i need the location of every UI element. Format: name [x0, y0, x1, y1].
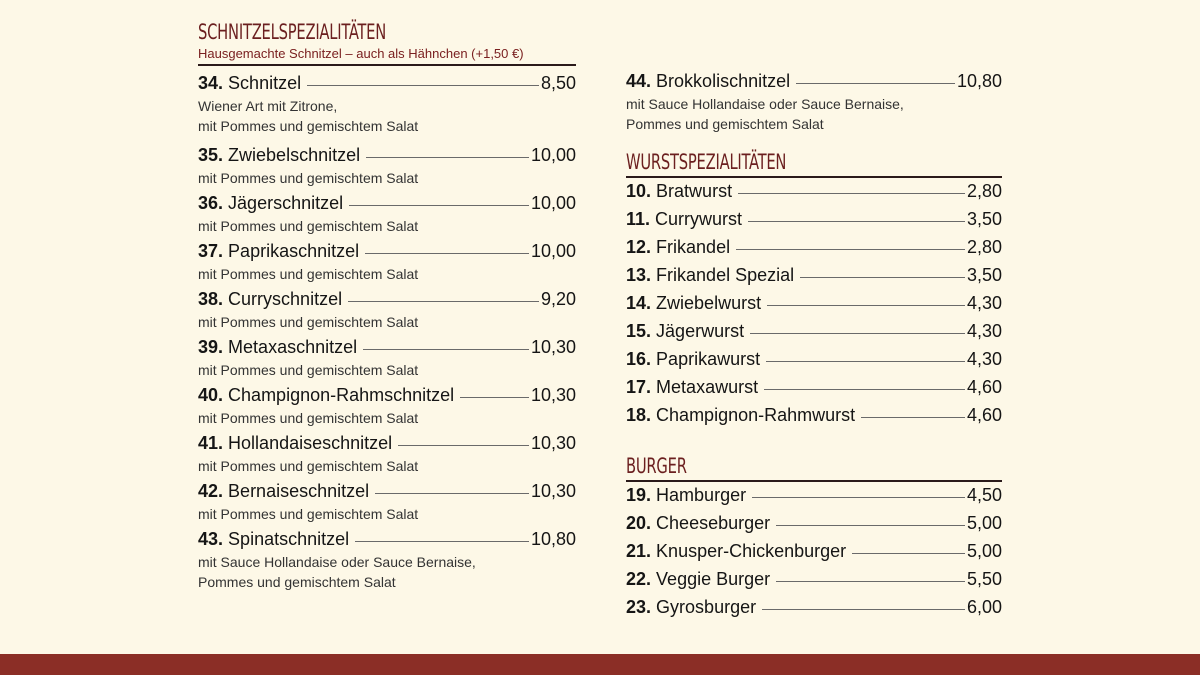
dotted-leader — [776, 525, 965, 526]
menu-item-description: Wiener Art mit Zitrone, — [198, 98, 338, 114]
menu-item — [198, 192, 576, 236]
menu-item-row — [626, 484, 1002, 512]
dotted-leader — [861, 417, 965, 418]
dotted-leader — [750, 333, 965, 334]
menu-item-price: 4,30 — [966, 321, 1002, 341]
menu-item-name — [198, 528, 349, 550]
dotted-leader — [766, 361, 965, 362]
menu-item-row — [626, 70, 1002, 94]
menu-item — [626, 484, 1002, 512]
dotted-leader — [307, 85, 539, 86]
menu-item-number: 19. — [626, 485, 652, 505]
menu-item-price: 10,80 — [956, 71, 1002, 91]
section-divider — [626, 480, 1002, 482]
menu-item-row — [626, 596, 1002, 624]
menu-item — [198, 288, 576, 332]
menu-item-name — [626, 376, 758, 398]
menu-item-name — [626, 180, 732, 202]
menu-item-price: 4,60 — [966, 377, 1002, 397]
menu-item-price: 5,00 — [966, 541, 1002, 561]
menu-item-description: Pommes und gemischtem Salat — [626, 116, 824, 132]
menu-item — [626, 540, 1002, 568]
menu-item-name — [626, 348, 760, 370]
menu-item — [626, 320, 1002, 348]
dotted-leader — [776, 581, 965, 582]
menu-item-title: Veggie Burger — [656, 569, 771, 589]
menu-item-price: 3,50 — [966, 265, 1002, 285]
menu-item-number: 11. — [626, 209, 651, 229]
menu-item — [198, 144, 576, 188]
dotted-leader — [736, 249, 965, 250]
menu-item-row — [626, 264, 1002, 292]
menu-item-row — [198, 528, 576, 552]
menu-item — [626, 208, 1002, 236]
menu-item-description: mit Sauce Hollandaise oder Sauce Bernaise, — [198, 554, 476, 570]
dotted-leader — [764, 389, 965, 390]
menu-item-row — [626, 512, 1002, 540]
menu-item-title: Paprikaschnitzel — [228, 241, 360, 261]
menu-item-name — [198, 240, 359, 262]
burger-section — [626, 454, 1002, 624]
menu-item-row — [198, 72, 576, 96]
menu-item-name — [198, 432, 392, 454]
menu-item-price: 5,00 — [966, 513, 1002, 533]
menu-item-price: 10,30 — [530, 481, 576, 501]
menu-item-title: Jägerwurst — [656, 321, 745, 341]
menu-item — [626, 236, 1002, 264]
menu-item — [626, 404, 1002, 432]
menu-item-row — [198, 336, 576, 360]
menu-item-price: 9,20 — [540, 289, 576, 309]
dotted-leader — [363, 349, 529, 350]
dotted-leader — [355, 541, 529, 542]
menu-item-number: 35. — [198, 145, 224, 165]
menu-item-name — [626, 320, 744, 342]
dotted-leader — [398, 445, 529, 446]
menu-item-name — [626, 236, 730, 258]
menu-item-name — [198, 336, 357, 358]
menu-item-name — [626, 596, 756, 618]
menu-item — [626, 376, 1002, 404]
dotted-leader — [752, 497, 965, 498]
menu-item-name — [626, 404, 855, 426]
menu-item-number: 41. — [198, 433, 224, 453]
menu-item-description: mit Pommes und gemischtem Salat — [198, 170, 419, 186]
menu-item-row — [198, 480, 576, 504]
menu-item-title: Frikandel — [656, 237, 731, 257]
menu-item-row — [626, 292, 1002, 320]
menu-item-name — [198, 480, 369, 502]
menu-item-number: 34. — [198, 73, 224, 93]
menu-item — [198, 384, 576, 428]
menu-item-name — [626, 264, 794, 286]
menu-item-number: 40. — [198, 385, 224, 405]
menu-item — [626, 180, 1002, 208]
menu-item-number: 23. — [626, 597, 652, 617]
menu-item-price: 4,30 — [966, 293, 1002, 313]
menu-item-row — [198, 192, 576, 216]
menu-item-title: Hamburger — [656, 485, 747, 505]
menu-item-price: 8,50 — [540, 73, 576, 93]
menu-item-row — [626, 348, 1002, 376]
menu-item-number: 18. — [626, 405, 652, 425]
menu-item-title: Gyrosburger — [656, 597, 757, 617]
menu-item-number: 15. — [626, 321, 652, 341]
menu-item-number: 17. — [626, 377, 652, 397]
menu-item-title: Zwiebelschnitzel — [228, 145, 361, 165]
dotted-leader — [460, 397, 529, 398]
menu-item-price: 10,00 — [530, 145, 576, 165]
menu-item-row — [626, 320, 1002, 348]
menu-item-description: mit Pommes und gemischtem Salat — [198, 118, 419, 134]
menu-item-title: Bratwurst — [656, 181, 733, 201]
menu-item-title: Zwiebelwurst — [656, 293, 762, 313]
menu-item-row — [626, 208, 1002, 236]
menu-item-row — [626, 568, 1002, 596]
menu-item-price: 4,50 — [966, 485, 1002, 505]
menu-item-price: 2,80 — [966, 181, 1002, 201]
dotted-leader — [852, 553, 965, 554]
menu-item-title: Metaxaschnitzel — [228, 337, 358, 357]
menu-item-title: Frikandel Spezial — [656, 265, 795, 285]
dotted-leader — [738, 193, 965, 194]
menu-item — [626, 512, 1002, 540]
menu-item-number: 14. — [626, 293, 652, 313]
menu-item-name — [626, 70, 790, 92]
menu-item-title: Champignon-Rahmschnitzel — [228, 385, 455, 405]
menu-item-name — [626, 540, 846, 562]
menu-item-number: 36. — [198, 193, 224, 213]
menu-item-number: 39. — [198, 337, 224, 357]
menu-item-description: mit Pommes und gemischtem Salat — [198, 458, 419, 474]
menu-item — [626, 596, 1002, 624]
menu-item-row — [626, 236, 1002, 264]
menu-item-number: 12. — [626, 237, 652, 257]
dotted-leader — [762, 609, 965, 610]
dotted-leader — [349, 205, 529, 206]
section-divider — [626, 176, 1002, 178]
menu-item-description: mit Pommes und gemischtem Salat — [198, 218, 419, 234]
menu-item-number: 42. — [198, 481, 224, 501]
menu-item-title: Paprikawurst — [656, 349, 761, 369]
menu-item-price: 3,50 — [966, 209, 1002, 229]
right-column — [626, 70, 1002, 624]
menu-item — [198, 480, 576, 524]
menu-item-name — [198, 384, 454, 406]
menu-item-name — [198, 72, 301, 94]
menu-item-description: mit Pommes und gemischtem Salat — [198, 410, 419, 426]
menu-item-title: Schnitzel — [228, 73, 302, 93]
menu-item-title: Curryschnitzel — [228, 289, 343, 309]
brokkoli-item-holder — [626, 70, 1002, 134]
footer-bar — [0, 654, 1200, 675]
menu-item-title: Jägerschnitzel — [228, 193, 344, 213]
menu-item — [626, 568, 1002, 596]
menu-item-price: 10,30 — [530, 433, 576, 453]
menu-item — [626, 348, 1002, 376]
menu-item-row — [198, 288, 576, 312]
menu-item — [626, 70, 1002, 134]
menu-item-name — [626, 512, 770, 534]
menu-item-row — [198, 240, 576, 264]
dotted-leader — [366, 157, 529, 158]
wurst-menu-list — [626, 180, 1002, 432]
dotted-leader — [796, 83, 955, 84]
menu-item-row — [626, 404, 1002, 432]
menu-item-price: 5,50 — [966, 569, 1002, 589]
menu-item-title: Champignon-Rahmwurst — [656, 405, 856, 425]
menu-item-number: 44. — [626, 71, 652, 91]
section-divider — [198, 64, 576, 66]
menu-item-title: Currywurst — [655, 209, 743, 229]
menu-item-price: 4,60 — [966, 405, 1002, 425]
menu-item-description: mit Pommes und gemischtem Salat — [198, 362, 419, 378]
dotted-leader — [375, 493, 529, 494]
schnitzel-menu-list — [198, 72, 576, 592]
menu-item-row — [626, 180, 1002, 208]
menu-item-name — [626, 208, 742, 230]
menu-item — [626, 292, 1002, 320]
menu-item-number: 20. — [626, 513, 652, 533]
menu-item-title: Metaxawurst — [656, 377, 759, 397]
menu-item-number: 13. — [626, 265, 652, 285]
menu-item — [198, 528, 576, 592]
menu-item-price: 10,80 — [530, 529, 576, 549]
menu-item-title: Brokkolischnitzel — [656, 71, 791, 91]
menu-item — [198, 432, 576, 476]
menu-item-description: mit Pommes und gemischtem Salat — [198, 314, 419, 330]
menu-item-price: 10,00 — [530, 193, 576, 213]
menu-item-name — [198, 144, 360, 166]
menu-item-number: 22. — [626, 569, 652, 589]
menu-item-row — [198, 144, 576, 168]
dotted-leader — [348, 301, 539, 302]
schnitzel-section-subtitle: Hausgemachte Schnitzel – auch als Hähnchen (+1,50 €) — [198, 46, 524, 61]
menu-item-title: Hollandaiseschnitzel — [228, 433, 393, 453]
menu-item-title: Spinatschnitzel — [228, 529, 350, 549]
menu-item-name — [626, 568, 770, 590]
menu-item-number: 43. — [198, 529, 224, 549]
menu-item-description: mit Pommes und gemischtem Salat — [198, 266, 419, 282]
dotted-leader — [767, 305, 965, 306]
menu-item-description: mit Sauce Hollandaise oder Sauce Bernaise, — [626, 96, 904, 112]
schnitzel-section — [198, 20, 576, 596]
menu-item-row — [198, 432, 576, 456]
menu-item-title: Cheeseburger — [656, 513, 771, 533]
menu-item-number: 16. — [626, 349, 652, 369]
menu-item-price: 10,00 — [530, 241, 576, 261]
menu-item-number: 10. — [626, 181, 652, 201]
burger-menu-list — [626, 484, 1002, 624]
menu-item — [198, 240, 576, 284]
menu-item-price: 10,30 — [530, 337, 576, 357]
menu-item-number: 37. — [198, 241, 224, 261]
menu-item-number: 21. — [626, 541, 652, 561]
menu-item-row — [626, 540, 1002, 568]
menu-item-price: 10,30 — [530, 385, 576, 405]
menu-item-name — [198, 288, 342, 310]
menu-item-number: 38. — [198, 289, 224, 309]
menu-item-price: 4,30 — [966, 349, 1002, 369]
menu-item-description: Pommes und gemischtem Salat — [198, 574, 396, 590]
menu-item-price: 6,00 — [966, 597, 1002, 617]
schnitzel-section-title: SCHNITZELSPEZIALITÄTEN — [198, 20, 387, 44]
dotted-leader — [800, 277, 965, 278]
wurst-section-title: WURSTSPEZIALITÄTEN — [626, 150, 787, 174]
menu-item — [198, 72, 576, 136]
dotted-leader — [748, 221, 965, 222]
menu-item — [198, 336, 576, 380]
menu-item-price: 2,80 — [966, 237, 1002, 257]
menu-item-row — [626, 376, 1002, 404]
dotted-leader — [365, 253, 529, 254]
menu-item-description: mit Pommes und gemischtem Salat — [198, 506, 419, 522]
menu-item-name — [626, 292, 761, 314]
burger-section-title: BURGER — [626, 454, 687, 478]
menu-item-name — [626, 484, 746, 506]
menu-item-row — [198, 384, 576, 408]
menu-item-title: Knusper-Chickenburger — [656, 541, 847, 561]
menu-item-name — [198, 192, 343, 214]
menu-item — [626, 264, 1002, 292]
menu-item-title: Bernaiseschnitzel — [228, 481, 370, 501]
